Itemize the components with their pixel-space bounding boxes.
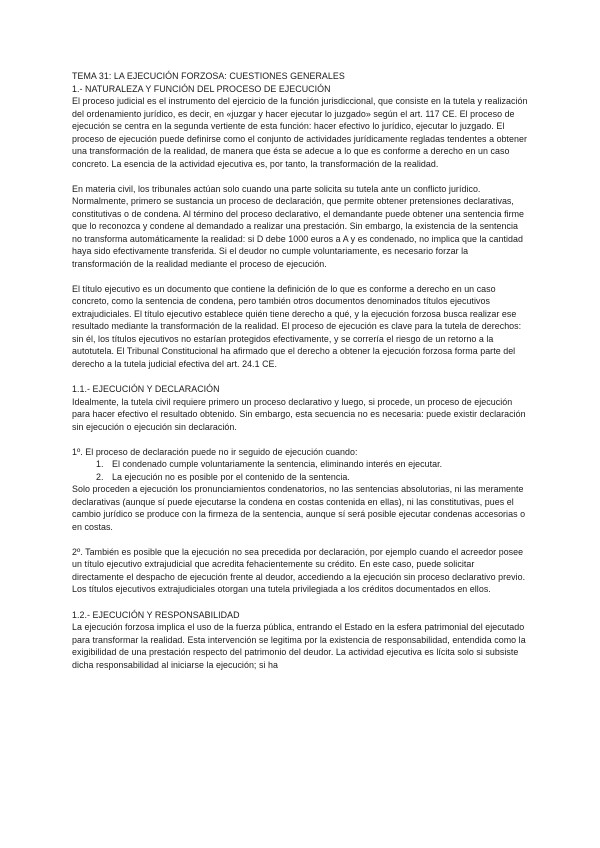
paragraph: Solo proceden a ejecución los pronunciamientos condenatorios, no las sentencias absolutorias, ni las meramente declarativas (aunque sí puede ejecutarse la condena en costas contenida en ellas), ni las constitutivas, pues el cambio jurídico se produce con la firmeza de la sentencia, aunque sí será posible ejecutar condenas accesorias o en costas.: [72, 484, 526, 532]
section-heading-1-2: 1.2.- EJECUCIÓN Y RESPONSABILIDAD: [72, 609, 240, 620]
numbered-list: [72, 458, 528, 483]
paragraph: La ejecución forzosa implica el uso de la fuerza pública, entrando el Estado en la esfera patrimonial del ejecutado para transformar la realidad. Esta intervención se legitima por la existencia de responsabilidad, entendida como la exigibilidad de una prestación respecto del patrimonio del deudor. La actividad ejecutiva es lícita solo si subsiste dicha responsabilidad al iniciarse la ejecución; si ha: [72, 622, 526, 670]
paragraph: En materia civil, los tribunales actúan solo cuando una parte solicita su tutela ante un conflicto jurídico. Normalmente, primero se sustancia un proceso de declaración, que permite obtener pretensiones declarativas, constitutivas o de condena. Al término del proceso declarativo, el demandante puede obtener una sentencia firme que lo reconozca y condene al demandado a realizar una prestación. Sin embargo, la existencia de la sentencia no transforma automáticamente la realidad: si D debe 1000 euros a A y es condenado, no implica que la cantidad haya sido efectivamente transferida. Si el deudor no cumple voluntariamente, es necesario forzar la transformación de la realidad mediante el proceso de ejecución.: [72, 183, 525, 269]
list-item: 1. El condenado cumple voluntariamente la sentencia, eliminando interés en ejecutar.: [106, 458, 528, 471]
section-heading-1: 1.- NATURALEZA Y FUNCIÓN DEL PROCESO DE EJECUCIÓN: [72, 83, 331, 94]
document-title: TEMA 31: LA EJECUCIÓN FORZOSA: CUESTIONES GENERALES: [72, 71, 345, 81]
paragraph: El título ejecutivo es un documento que contiene la definición de lo que es conforme a derecho en un caso concreto, como la sentencia de condena, pero también otros documentos denominados títulos ejecutivos extrajudiciales. El título ejecutivo establece quién tiene derecho a qué, y la ejecución forzosa busca realizar ese resultado mediante la transformación de la realidad. El proceso de ejecución es clave para la tutela de derechos: sin él, los títulos ejecutivos no estarían protegidos efectivamente, y se correría el riesgo de un retorno a la autotutela. El Tribunal Constitucional ha afirmado que el derecho a obtener la ejecución forzosa forma parte del derecho a la tutela judicial efectiva del art. 24.1 CE.: [72, 283, 522, 369]
paragraph: El proceso judicial es el instrumento del ejercicio de la función jurisdiccional, que consiste en la tutela y realización del ordenamiento jurídico, es decir, en «juzgar y hacer ejecutar lo juzgado» según el art. 117 CE. El proceso de ejecución se centra en la segunda vertiente de esta función: hacer efectivo lo jurídico, ejecutar lo juzgado. El proceso de ejecución puede definirse como el conjunto de actividades jurídicamente regladas tendentes a obtener una transformación de la realidad, de manera que ésta se adecue a lo que es conforme a derecho en un caso concreto. La esencia de la actividad ejecutiva es, por tanto, la transformación de la realidad.: [72, 96, 528, 169]
paragraph: 2º. También es posible que la ejecución no sea precedida por declaración, por ejemplo cuando el acreedor posee un título ejecutivo extrajudicial que acredita fehacientemente su crédito. En este caso, puede solicitar directamente el despacho de ejecución frente al deudor, accediendo a la ejecución sin proceso declarativo previo. Los títulos ejecutivos extrajudiciales otorgan una tutela privilegiada a los créditos documentados en ellos.: [72, 546, 526, 594]
section-heading-1-1: 1.1.- EJECUCIÓN Y DECLARACIÓN: [72, 384, 220, 394]
document-page: [72, 70, 528, 671]
list-item: 2. La ejecución no es posible por el contenido de la sentencia.: [106, 471, 528, 484]
paragraph: Idealmente, la tutela civil requiere primero un proceso declarativo y luego, si procede, un proceso de ejecución para hacer efectivo el resultado obtenido. Sin embargo, esta secuencia no es necesaria: puede existir declaración sin ejecución o ejecución sin declaración.: [72, 396, 526, 432]
paragraph: 1º. El proceso de declaración puede no ir seguido de ejecución cuando:: [72, 446, 358, 457]
